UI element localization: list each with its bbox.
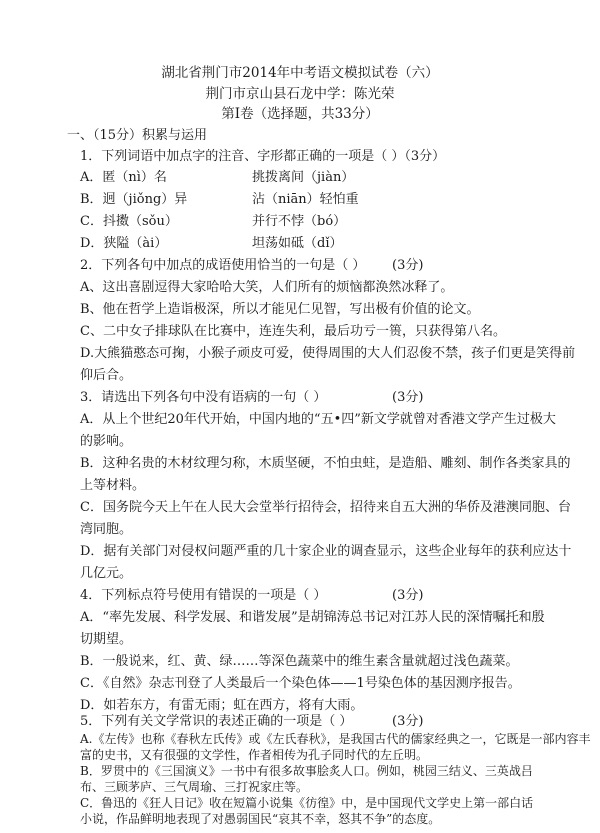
q1-option-a-2: 挑拨离间（jiàn） xyxy=(252,170,355,185)
q5-option-b: B．罗贯中的《三国演义》一书中有很多故事脍炙人口。例如，桃园三结义、三英战吕 xyxy=(80,764,533,778)
q2-option-a: A、这出喜剧逗得大家哈哈大笑，人们所有的烦恼都涣然冰释了。 xyxy=(80,280,454,295)
q1-option-a: A．匿（nì）名 xyxy=(80,170,167,185)
q4-option-b: B．一般说来，红、黄、绿……等深色蔬菜中的维生素含量就超过浅色蔬菜。 xyxy=(80,654,519,669)
q1-option-b-2: 沾（niān）轻怕重 xyxy=(252,192,359,207)
q3-option-d-cont: 几亿元。 xyxy=(80,566,133,581)
author-line: 荆门市京山县石龙中学：陈光荣 xyxy=(205,86,395,102)
q2-option-b: B、他在哲学上造诣极深，所以才能见仁见智，写出极有价值的论文。 xyxy=(80,302,480,317)
q1-option-c-2: 并行不悖（bó） xyxy=(252,214,347,229)
q3-option-b-cont: 上等材料。 xyxy=(80,478,146,493)
q4-option-a: A．“率先发展、科学发展、和谐发展”是胡锦涛总书记对江苏人民的深情嘱托和殷 xyxy=(80,610,545,625)
q1-option-c: C．抖擞（sǒu） xyxy=(80,214,178,229)
part-title: 第Ⅰ卷（选择题，共33分） xyxy=(221,106,379,122)
q3-option-c-cont: 湾同胞。 xyxy=(80,522,133,537)
q1-stem: 1．下列词语中加点字的注音、字形都正确的一项是（ ）（3分） xyxy=(80,149,446,164)
q2-option-d: D.大熊猫憨态可掬，小猴子顽皮可爱，使得周围的大人们忍俊不禁，孩子们更是笑得前 xyxy=(80,346,576,361)
q3-stem: 3．请选出下列各句中没有语病的一句（ ） xyxy=(80,390,327,405)
q4-score: (3分) xyxy=(392,588,424,603)
q2-stem: 2．下列各句中加点的成语使用恰当的一句是（ ） xyxy=(80,258,366,273)
q5-option-c-cont: 小说，作品鲜明地表现了对愚弱国民“哀其不幸，怒其不争”的态度。 xyxy=(80,812,441,826)
q3-option-c: C．国务院今天上午在人民大会堂举行招待会，招待来自五大洲的华侨及港澳同胞、台 xyxy=(80,500,571,515)
q2-option-d-cont: 仰后合。 xyxy=(80,368,133,383)
q1-option-b: B．迥（jiǒng）异 xyxy=(80,192,188,207)
q5-score: (3分) xyxy=(392,714,424,729)
q4-option-a-cont: 切期望。 xyxy=(80,632,133,647)
q1-option-d: D．狭隘（ài） xyxy=(80,236,168,251)
q5-option-a: A.《左传》也称《春秋左氏传》或《左氏春秋》，是我国古代的儒家经典之一，它既是一部内容丰 xyxy=(80,732,591,746)
q3-option-a-cont: 的影响。 xyxy=(80,434,133,449)
q5-option-a-cont: 富的史书，又有很强的文学性，作者相传为孔子同时代的左丘明。 xyxy=(80,748,429,762)
q4-option-d: D．如若东方，有雷无雨；虹在西方，将有大雨。 xyxy=(80,698,364,713)
q3-score: (3分) xyxy=(392,390,424,405)
q5-stem: 5．下列有关文学常识的表述正确的一项是（ ） xyxy=(80,714,353,729)
section-1-heading: 一、（15分）积累与运用 xyxy=(67,128,208,143)
exam-title: 湖北省荆门市2014年中考语文模拟试卷（六） xyxy=(161,65,439,81)
q5-option-c: C．鲁迅的《狂人日记》收在短篇小说集《彷徨》中，是中国现代文学史上第一部白话 xyxy=(80,796,534,810)
q3-option-d: D．据有关部门对侵权问题严重的几十家企业的调查显示，这些企业每年的获利应达十 xyxy=(80,544,572,559)
q3-option-b: B．这种名贵的木材纹理匀称，木质坚硬，不怕虫蛀，是造船、雕刻、制作各类家具的 xyxy=(80,456,571,471)
q4-stem: 4．下列标点符号使用有错误的一项是（ ） xyxy=(80,588,327,603)
q1-option-d-2: 坦荡如砥（dǐ） xyxy=(252,236,343,251)
q2-option-c: C、二中女子排球队在比赛中，连连失利，最后功亏一篑，只获得第八名。 xyxy=(80,324,506,339)
q4-option-c: C．《自然》杂志刊登了人类最后一个染色体——1号染色体的基因测序报告。 xyxy=(80,676,521,691)
q2-score: (3分) xyxy=(392,258,424,273)
q3-option-a: A．从上个世纪20年代开始，中国内地的“五•四”新文学就曾对香港文学产生过极大 xyxy=(80,412,556,427)
q5-option-b-cont: 布、三顾茅庐、三气周瑜、三打祝家庄等。 xyxy=(80,780,309,794)
